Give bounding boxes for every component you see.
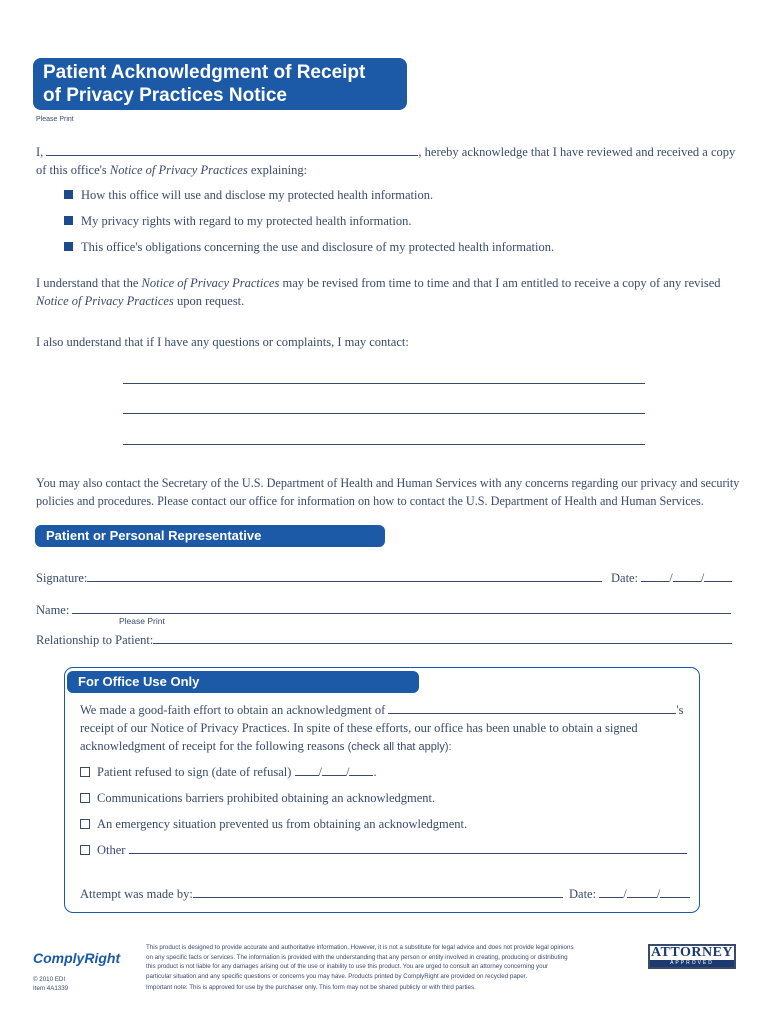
disclaimer-line: this product is not liable for any damages arising out of the use or inability to use this product. You are urged to consult an attorney concerning your xyxy=(146,963,549,970)
date-day-field[interactable] xyxy=(673,571,701,582)
relationship-field[interactable] xyxy=(153,633,732,644)
other-checkbox[interactable] xyxy=(80,845,90,855)
option-label: Other xyxy=(97,843,126,857)
bullet-text: How this office will use and disclose my protected health information. xyxy=(81,188,434,202)
date-year-field[interactable] xyxy=(704,571,732,582)
emergency-checkbox[interactable] xyxy=(80,819,90,829)
refused-checkbox[interactable] xyxy=(80,767,90,777)
contact-text: I also understand that if I have any questions or complaints, I may contact: xyxy=(36,335,409,349)
option-refused: Patient refused to sign (date of refusal) / / . xyxy=(80,763,377,781)
intro-line-1 xyxy=(36,143,735,161)
bullet-text: My privacy rights with regard to my protected health information. xyxy=(81,214,412,228)
disclaimer-line: on any specific facts or services. The information is provided with the understanding that any person or entity involved in creating, producing or distributing xyxy=(146,953,568,961)
date-month-field[interactable] xyxy=(641,571,669,582)
bullet-item xyxy=(64,186,433,204)
intro-suffix: , hereby acknowledge that I have reviewed and received a copy xyxy=(418,145,736,159)
bullet-text: This office's obligations concerning the use and disclosure of my protected health information. xyxy=(81,240,555,254)
copyright-text: © 2010 EDI xyxy=(33,976,66,983)
attorney-approved-badge xyxy=(648,944,736,969)
patient-name-field[interactable] xyxy=(388,703,676,714)
option-other xyxy=(80,841,687,859)
signature-row xyxy=(36,569,602,587)
attempt-row xyxy=(80,885,563,903)
please-print-hint: Please Print xyxy=(36,116,74,123)
name-please-print: Please Print xyxy=(119,616,165,626)
refusal-month-field[interactable] xyxy=(295,765,319,776)
barriers-checkbox[interactable] xyxy=(80,793,90,803)
intro-line2-start: of this office's xyxy=(36,163,110,177)
bullet-item xyxy=(64,212,411,230)
office-line-3 xyxy=(80,737,452,756)
refusal-day-field[interactable] xyxy=(322,765,346,776)
title-line-1: Patient Acknowledgment of Receipt xyxy=(43,62,366,83)
relationship-row xyxy=(36,631,732,649)
understand-middle: may be revised from time to time and that I am entitled to receive a copy of any revised xyxy=(279,276,721,290)
intro-prefix: I, xyxy=(36,145,44,159)
office-line3-text: acknowledgment of receipt for the following reasons xyxy=(80,739,345,753)
other-reason-field[interactable] xyxy=(129,843,687,854)
name-label: Name: xyxy=(36,603,70,617)
patient-section-heading: Patient or Personal Representative xyxy=(35,525,385,547)
office-line1-start: We made a good-faith effort to obtain an acknowledgment of xyxy=(80,703,386,717)
bullet-item xyxy=(64,238,554,256)
check-all-hint: (check all that apply): xyxy=(347,741,452,753)
disclaimer-line: particular situation and any specific questions or concerns you may have. Products printed by ComplyRight are provided on recycled paper. xyxy=(146,972,528,980)
square-bullet-icon xyxy=(64,216,73,225)
approved-text: APPROVED xyxy=(650,960,734,967)
option-emergency xyxy=(80,815,467,833)
date-row: Date: / / xyxy=(611,569,732,587)
contact-line-2[interactable] xyxy=(123,413,645,414)
intro-line-2 xyxy=(36,161,307,179)
patient-name-blank[interactable] xyxy=(46,145,418,156)
signature-field[interactable] xyxy=(87,571,602,582)
attempt-date-row: Date: / / xyxy=(569,885,690,903)
option-label: Patient refused to sign (date of refusal) xyxy=(97,765,292,779)
office-section-heading: For Office Use Only xyxy=(67,671,419,693)
square-bullet-icon xyxy=(64,242,73,251)
attempt-date-label: Date: xyxy=(569,887,597,901)
option-label: Communications barriers prohibited obtaining an acknowledgment. xyxy=(97,791,436,805)
option-label: An emergency situation prevented us from obtaining an acknowledgment. xyxy=(97,817,468,831)
understand-italic-2: Notice of Privacy Practices xyxy=(36,294,174,308)
signature-label: Signature: xyxy=(36,571,88,585)
attempt-year-field[interactable] xyxy=(660,887,690,898)
secretary-line-1: You may also contact the Secretary of the U.S. Department of Health and Human Services with any concerns regarding our privacy and security xyxy=(36,476,740,490)
form-title xyxy=(33,58,407,110)
understand-end: upon request. xyxy=(173,294,245,308)
understand-start: I understand that the xyxy=(36,276,142,290)
office-line1-end: 's xyxy=(676,703,684,717)
contact-line-3[interactable] xyxy=(123,444,645,445)
intro-line2-italic: Notice of Privacy Practices xyxy=(109,163,248,177)
attempt-by-field[interactable] xyxy=(193,887,563,898)
attorney-text: ATTORNEY xyxy=(650,945,734,960)
important-note: Important note: This is approved for use by the purchaser only. This form may not be shared publicly or with third parties. xyxy=(146,984,476,991)
office-line-1 xyxy=(80,701,684,719)
refusal-year-field[interactable] xyxy=(349,765,373,776)
item-number: Item 4A1339 xyxy=(33,985,69,992)
office-line-2: receipt of our Notice of Privacy Practices. In spite of these efforts, our office has been unable to obtain a signed xyxy=(80,721,638,735)
date-label: Date: xyxy=(611,571,639,585)
understand-italic-1: Notice of Privacy Practices xyxy=(141,276,280,290)
attempt-month-field[interactable] xyxy=(599,887,623,898)
square-bullet-icon xyxy=(64,190,73,199)
disclaimer-line: This product is designed to provide accurate and authoritative information. However, it is not a substitute for legal advice and does not provide legal opinions xyxy=(146,944,574,951)
name-field[interactable] xyxy=(72,603,731,614)
title-line-2: of Privacy Practices Notice xyxy=(43,85,287,106)
relationship-label: Relationship to Patient: xyxy=(36,633,154,647)
attempt-day-field[interactable] xyxy=(627,887,657,898)
secretary-line-2: policies and procedures. Please contact our office for information on how to contact the U.S. Department of Health and Human Services. xyxy=(36,494,704,508)
attempt-label: Attempt was made by: xyxy=(80,887,193,901)
understand-line-1 xyxy=(36,274,721,292)
disclaimer xyxy=(146,943,574,981)
intro-line2-end: explaining: xyxy=(247,163,308,177)
contact-line-1[interactable] xyxy=(123,383,645,384)
complyright-logo: ComplyRight xyxy=(33,950,121,966)
understand-line-2 xyxy=(36,292,244,310)
option-barriers xyxy=(80,789,435,807)
